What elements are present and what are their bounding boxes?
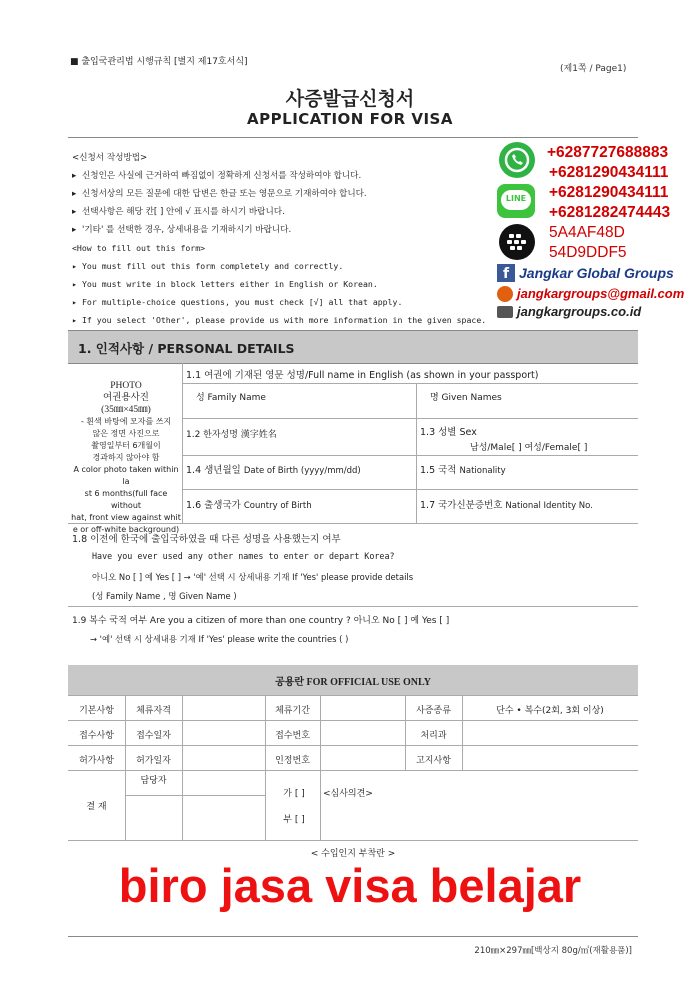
sex-label: 1.3 성별 Sex bbox=[420, 427, 477, 438]
revenue-stamp-label: < 수입인지 부착란 > bbox=[310, 849, 396, 859]
instructions-heading-en: <How to fill out this form> bbox=[72, 243, 206, 253]
multiple-citizenship-details[interactable]: → '예' 선택 시 상세내용 기재 If 'Yes' please write the countries ( ) bbox=[90, 634, 349, 644]
page-indicator: (제1쪽 / Page1) bbox=[560, 64, 627, 74]
nationality-field[interactable]: 1.5 국적 Nationality bbox=[420, 465, 506, 476]
instructions bbox=[72, 149, 486, 329]
whatsapp-icon bbox=[499, 142, 535, 178]
approve-checkbox[interactable]: 가 [ ] bbox=[283, 789, 305, 799]
advert-overlay bbox=[495, 140, 695, 325]
section-personal-details-header: 1. 인적사항 / PERSONAL DETAILS bbox=[68, 330, 638, 364]
phone-number: +6281282474443 bbox=[549, 204, 671, 221]
blackberry-icon bbox=[499, 224, 535, 260]
title-divider bbox=[68, 137, 638, 138]
website-icon bbox=[497, 306, 513, 318]
official-cell: 사증종류 bbox=[416, 706, 451, 716]
footer-divider bbox=[68, 936, 638, 937]
multiple-citizenship-question[interactable]: 1.9 복수 국적 여부 Are you a citizen of more than one country ? 아니오 No [ ] 예 Yes [ ] bbox=[72, 616, 450, 626]
family-name-field[interactable]: 성 Family Name bbox=[196, 393, 266, 403]
watermark-text: biro jasa visa belajar bbox=[118, 859, 582, 912]
facebook-page: Jangkar Global Groups bbox=[519, 265, 674, 281]
bbm-pin: 54D9DDF5 bbox=[549, 244, 627, 261]
phone-number: +6287727688883 bbox=[547, 144, 669, 161]
full-name-label: 1.1 여권에 기재된 영문 성명/Full name in English (as shown in your passport) bbox=[186, 370, 539, 381]
phone-number: +6281290434111 bbox=[549, 184, 669, 201]
instructions-heading-ko: <신청서 작성방법> bbox=[72, 153, 148, 163]
official-cell: 처리과 bbox=[420, 731, 447, 741]
official-cell: 고지사항 bbox=[416, 756, 451, 766]
other-names-question: 1.8 이전에 한국에 출입국하였을 때 다른 성명을 사용했는지 여부 bbox=[72, 534, 341, 545]
instruction-item: ▸ For multiple-choice questions, you must check [√] all that apply. bbox=[72, 297, 403, 307]
website: jangkargroups.co.id bbox=[517, 304, 642, 319]
instruction-item: ▸ You must write in block letters either in English or Korean. bbox=[72, 279, 378, 289]
official-use-header: 공용란 FOR OFFICIAL USE ONLY bbox=[68, 665, 638, 695]
approval-label: 결 재 bbox=[86, 802, 107, 812]
birth-date-field[interactable]: 1.4 생년월일 Date of Birth (yyyy/mm/dd) bbox=[186, 465, 361, 476]
official-cell: 기본사항 bbox=[79, 706, 114, 716]
official-cell: 허가사항 bbox=[79, 756, 114, 766]
official-cell: 체류기간 bbox=[275, 706, 310, 716]
officer-label: 담당자 bbox=[140, 776, 167, 786]
line-app-icon: LINE bbox=[497, 184, 535, 218]
review-opinion-label: <심사의견> bbox=[323, 789, 373, 799]
bbm-pin: 5A4AF48D bbox=[549, 224, 625, 241]
form-title-english: APPLICATION FOR VISA bbox=[247, 110, 453, 128]
given-names-field[interactable]: 명 Given Names bbox=[430, 393, 502, 403]
official-cell: 인정번호 bbox=[275, 756, 310, 766]
instruction-item: ▸ 신청인은 사실에 근거하여 빠짐없이 정확하게 신청서를 작성하여야 합니다. bbox=[72, 171, 362, 181]
birth-country-field[interactable]: 1.6 출생국가 Country of Birth bbox=[186, 500, 312, 511]
instruction-item: ▸ 신청서상의 모든 질문에 대한 답변은 한글 또는 영문으로 기재하여야 합니다. bbox=[72, 189, 367, 199]
phone-number: +6281290434111 bbox=[549, 164, 669, 181]
national-id-field[interactable]: 1.7 국가신분증번호 National Identity No. bbox=[420, 500, 593, 511]
other-names-question-en: Have you ever used any other names to enter or depart Korea? bbox=[92, 551, 395, 561]
instruction-item: ▸ You must fill out this form completely and correctly. bbox=[72, 261, 344, 271]
photo-instructions: - 흰색 바탕에 모자를 쓰지 않은 정면 사진으로 촬영일부터 6개월이 경과하지 않아야 함 A color photo taken within la st 6 months(full face without hat, front view against whit e or off-white background) bbox=[71, 417, 181, 534]
official-cell: 접수사항 bbox=[79, 731, 114, 741]
official-cell: 허가일자 bbox=[136, 756, 171, 766]
photo-box: PHOTO 여권용사진 (35㎜×45㎜) bbox=[101, 381, 151, 415]
other-names-options[interactable]: 아니오 No [ ] 예 Yes [ ] → '예' 선택 시 상세내용 기재 If 'Yes' please provide details bbox=[92, 572, 414, 582]
instruction-item: ▸ 선택사항은 해당 칸[ ] 안에 √ 표시를 하시기 바랍니다. bbox=[72, 207, 285, 217]
other-names-details[interactable]: (성 Family Name , 명 Given Name ) bbox=[92, 591, 237, 601]
official-cell: 접수번호 bbox=[275, 731, 310, 741]
official-cell: 체류자격 bbox=[136, 706, 171, 716]
email-icon bbox=[497, 286, 513, 302]
form-reference: ■ 출입국관리법 시행규칙 [별지 제17호서식] bbox=[70, 57, 248, 67]
paper-spec-footer: 210㎜×297㎜[백상지 80g/㎡(재활용품)] bbox=[474, 946, 632, 956]
reject-checkbox[interactable]: 부 [ ] bbox=[283, 815, 305, 825]
instruction-item: ▸ If you select 'Other', please provide us with more information in the given space. bbox=[72, 315, 487, 325]
official-cell: 단수 • 복수(2회, 3회 이상) bbox=[496, 706, 604, 716]
official-cell: 접수일자 bbox=[136, 731, 171, 741]
email-address: jangkargroups@gmail.com bbox=[517, 286, 685, 301]
form-title-korean: 사증발급신청서 bbox=[285, 88, 415, 110]
instruction-item: ▸ '기타' 를 선택한 경우, 상세내용을 기재하시기 바랍니다. bbox=[72, 225, 292, 235]
chinese-name-field[interactable]: 1.2 한자성명 漢字姓名 bbox=[186, 430, 277, 440]
sex-options[interactable]: 남성/Male[ ] 여성/Female[ ] bbox=[470, 443, 588, 453]
facebook-icon: f bbox=[497, 264, 515, 282]
